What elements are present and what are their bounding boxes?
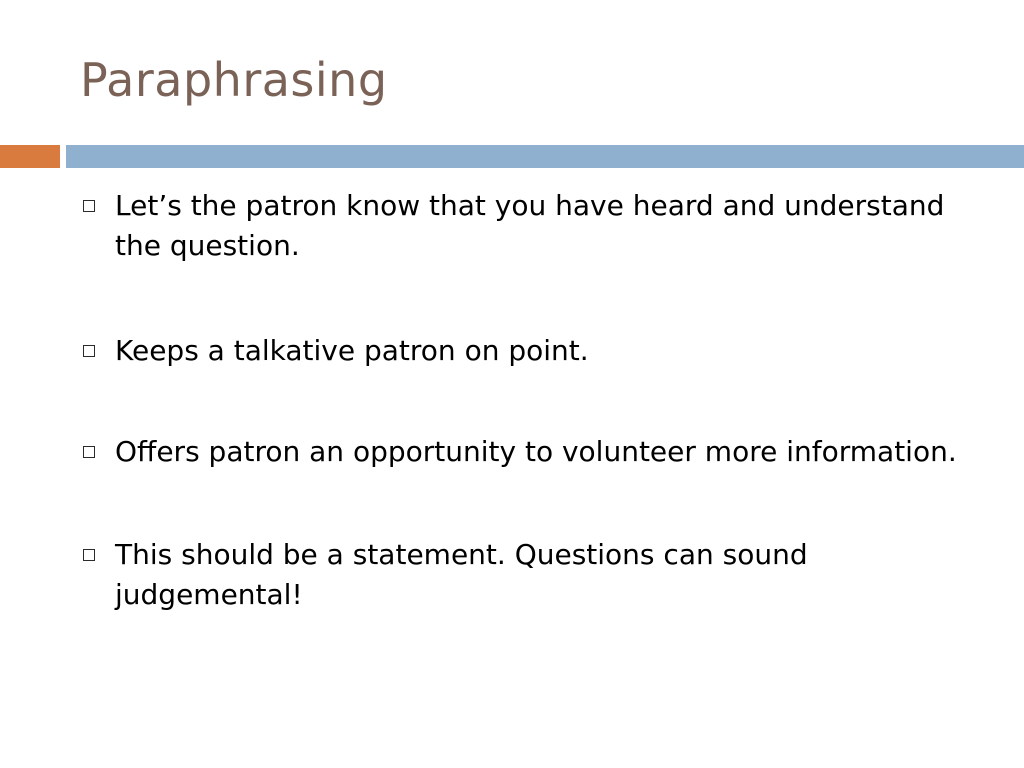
slide-title: Paraphrasing bbox=[80, 53, 388, 107]
bullet-item bbox=[82, 432, 982, 472]
bullet-item bbox=[82, 535, 982, 615]
accent-bar bbox=[0, 145, 60, 168]
hollow-square-icon bbox=[83, 446, 95, 458]
bullet-text: This should be a statement. Questions can sound judgemental! bbox=[115, 538, 808, 611]
bullet-list bbox=[82, 186, 982, 615]
bullet-item bbox=[82, 186, 982, 266]
title-underline-bar bbox=[66, 145, 1024, 168]
bullet-item bbox=[82, 331, 982, 371]
bullet-text: Offers patron an opportunity to volunteer more information. bbox=[115, 435, 957, 468]
hollow-square-icon bbox=[83, 345, 95, 357]
bullet-text: Let’s the patron know that you have heard and understand the question. bbox=[115, 189, 945, 262]
hollow-square-icon bbox=[83, 549, 95, 561]
bullet-text: Keeps a talkative patron on point. bbox=[115, 334, 589, 367]
hollow-square-icon bbox=[83, 200, 95, 212]
